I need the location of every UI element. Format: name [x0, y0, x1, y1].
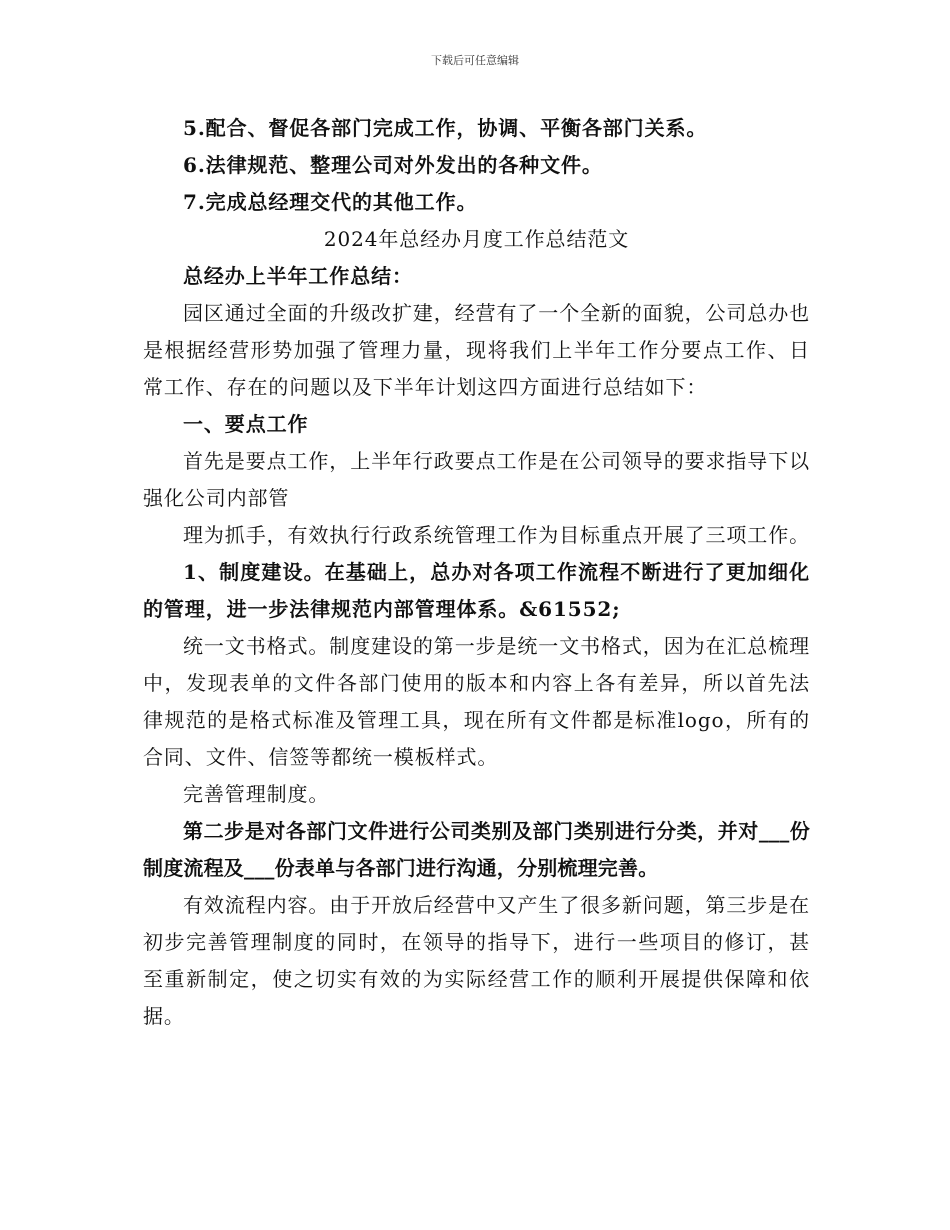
list-item-7: 7.完成总经理交代的其他工作。 — [183, 190, 478, 214]
paragraph-2: 理为抓手，有效执行行政系统管理工作为目标重点开展了三项工作。 — [183, 523, 810, 547]
intro-paragraph: 园区通过全面的升级改扩建，经营有了一个全新的面貌，公司总办也是根据经营形势加强了管理力量，现将我们上半年工作分要点工作、日常工作、存在的问题以及下半年计划这四方面进行总结如下： — [143, 301, 810, 399]
paragraph-3: 统一文书格式。制度建设的第一步是统一文书格式，因为在汇总梳理中，发现表单的文件各部门使用的版本和内容上各有差异，所以首先法律规范的是格式标准及管理工具，现在所有文件都是标准logo，所有的合同、文件、信签等都统一模板样式。 — [143, 634, 810, 769]
document-body — [143, 110, 810, 1035]
paragraph-4: 完善管理制度。 — [183, 782, 330, 806]
list-item-5: 5.配合、督促各部门完成工作，协调、平衡各部门关系。 — [183, 116, 708, 140]
document-subtitle: 总经办上半年工作总结： — [183, 264, 413, 288]
paragraph-1: 首先是要点工作，上半年行政要点工作是在公司领导的要求指导下以强化公司内部管 — [143, 449, 810, 510]
item-1-heading: 1、制度建设。在基础上，总办对各项工作流程不断进行了更加细化的管理，进一步法律规范内部管理体系。&61552; — [143, 560, 810, 621]
section-heading-1: 一、要点工作 — [183, 412, 309, 436]
page-header: 下载后可任意编辑 — [431, 54, 519, 67]
paragraph-5: 有效流程内容。由于开放后经营中又产生了很多新问题，第三步是在初步完善管理制度的同时，在领导的指导下，进行一些项目的修订，甚至重新制定，使之切实有效的为实际经营工作的顺利开展提供保障和依据。 — [143, 893, 810, 1028]
list-item-6: 6.法律规范、整理公司对外发出的各种文件。 — [183, 153, 603, 177]
document-title: 2024年总经办月度工作总结范文 — [323, 227, 630, 251]
step-2-paragraph: 第二步是对各部门文件进行公司类别及部门类别进行分类，并对___份制度流程及___份表单与各部门进行沟通，分别梳理完善。 — [143, 819, 810, 880]
